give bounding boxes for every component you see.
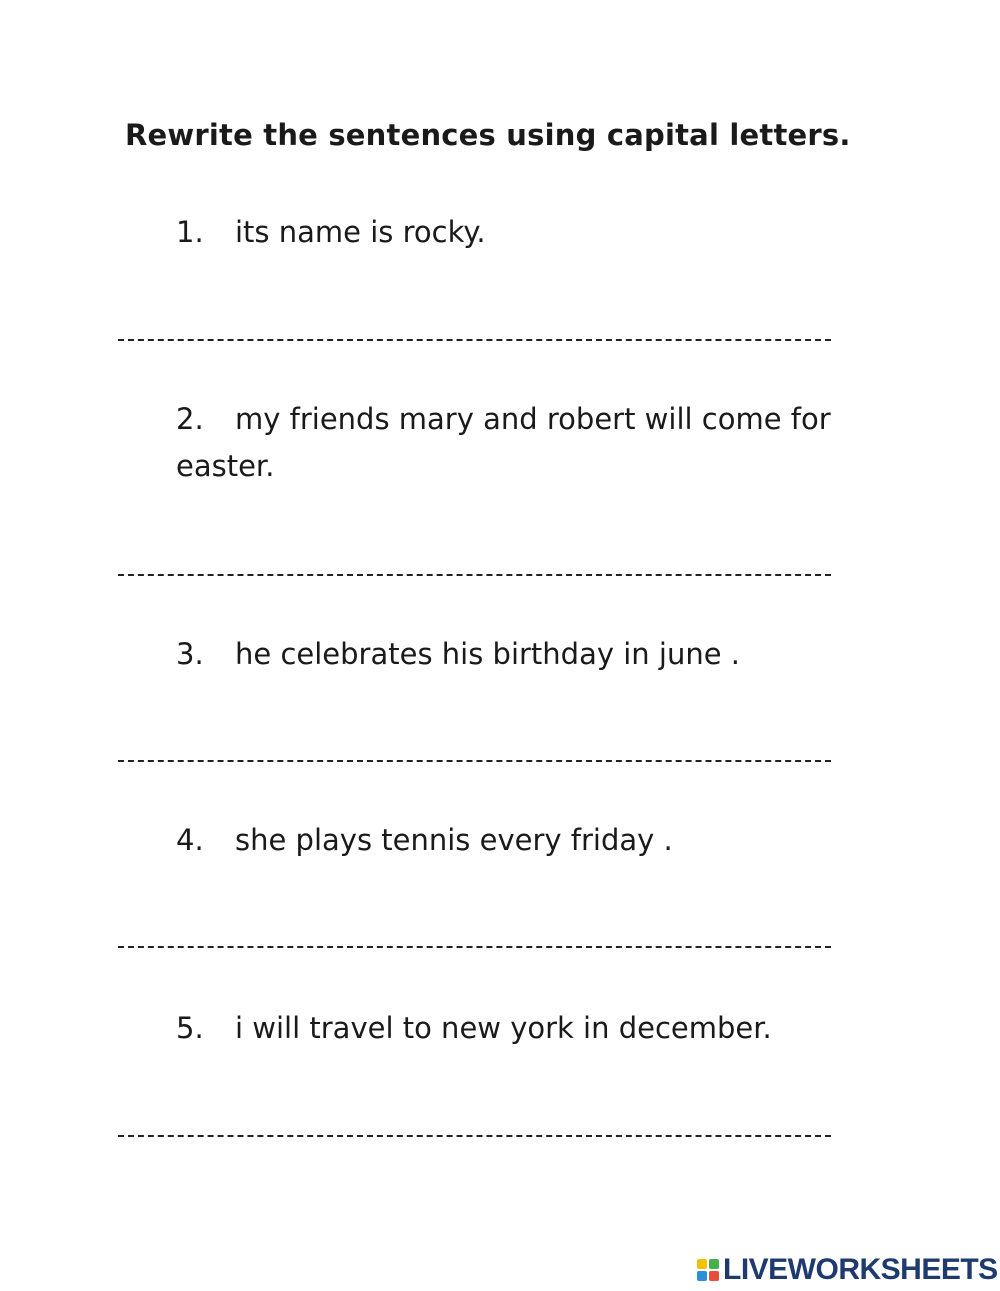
answer-line-4[interactable] xyxy=(118,946,831,948)
question-text: its name is rocky. xyxy=(235,215,486,249)
answer-line-3[interactable] xyxy=(118,760,831,762)
question-text: she plays tennis every friday . xyxy=(235,823,673,857)
logo-block xyxy=(697,1271,707,1281)
logo-block xyxy=(709,1259,719,1269)
answer-line-5[interactable] xyxy=(118,1135,831,1137)
question-5 xyxy=(176,1005,866,1052)
liveworksheets-logo[interactable] xyxy=(697,1253,998,1287)
question-number: 1. xyxy=(176,215,204,249)
question-3 xyxy=(176,631,866,678)
logo-block xyxy=(709,1271,719,1281)
question-number: 2. xyxy=(176,402,204,436)
liveworksheets-blocks-icon xyxy=(697,1259,719,1281)
question-1 xyxy=(176,209,866,256)
question-text: my friends mary and robert will come for easter. xyxy=(176,402,831,483)
question-2 xyxy=(176,396,866,490)
answer-line-2[interactable] xyxy=(118,574,831,576)
logo-text: LIVEWORKSHEETS xyxy=(723,1253,998,1286)
worksheet-title: Rewrite the sentences using capital letters. xyxy=(125,118,851,152)
question-text: he celebrates his birthday in june . xyxy=(235,637,740,671)
logo-block xyxy=(697,1259,707,1269)
answer-line-1[interactable] xyxy=(118,339,831,341)
question-number: 4. xyxy=(176,823,204,857)
question-number: 5. xyxy=(176,1011,204,1045)
question-number: 3. xyxy=(176,637,204,671)
question-4 xyxy=(176,817,866,864)
question-text: i will travel to new york in december. xyxy=(235,1011,772,1045)
